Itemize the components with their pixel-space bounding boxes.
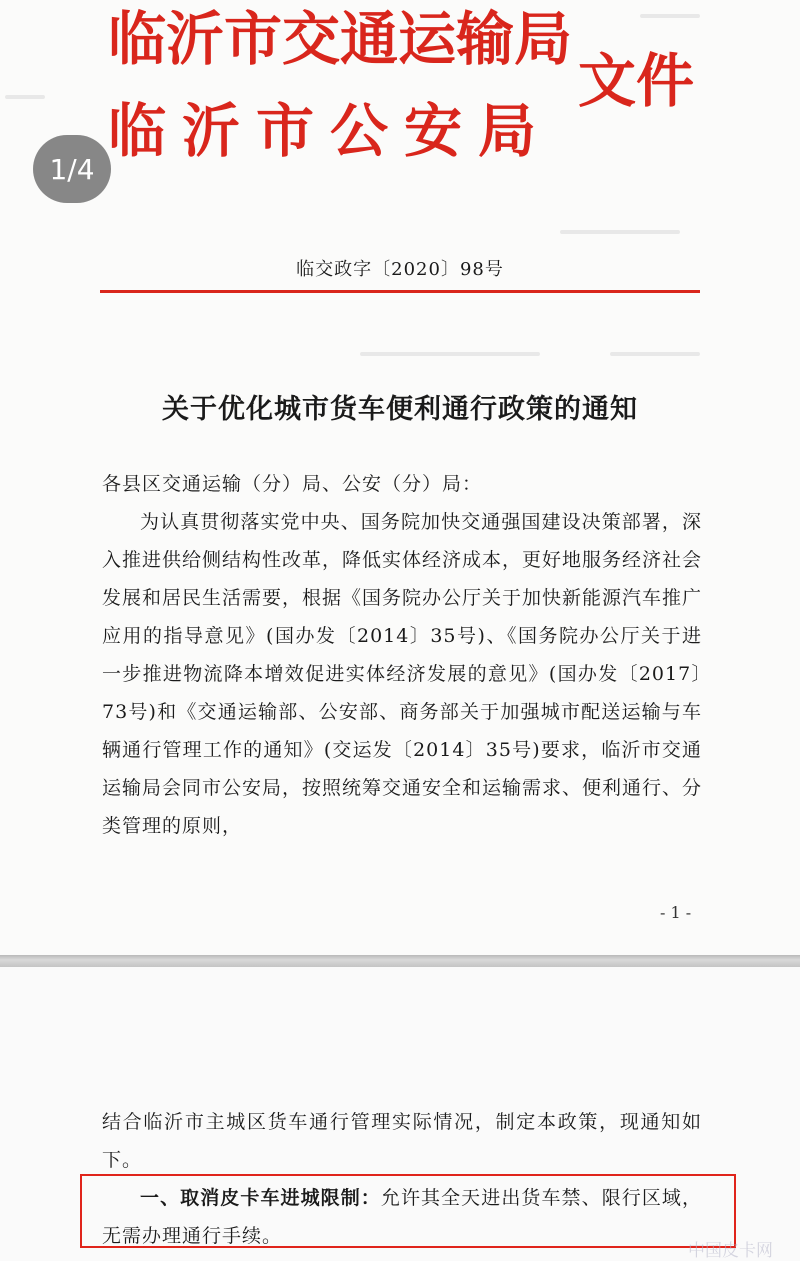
page-number: - 1 - [660, 903, 692, 922]
paragraph-intro: 为认真贯彻落实党中央、国务院加快交通强国建设决策部署，深入推进供给侧结构性改革，降低实体经济成本，更好地服务经济社会发展和居民生活需要，根据《国务院办公厅关于加快新能源汽车推广应用的指导意见》(国办发〔2014〕35号)、《国务院办公厅关于进一步推进物流降本增效促进实体经济发展的意见》(国办发〔2017〕73号)和《交通运输部、公安部、商务部关于加强城市配送运输与车辆通行管理工作的通知》(交运发〔2014〕35号)要求，临沂市交通运输局会同市公安局，按照统筹交通安全和运输需求、便利通行、分类管理的原则， [102, 511, 703, 837]
document-title: 关于优化城市货车便利通行政策的通知 [162, 394, 638, 425]
masthead-line-transport-bureau: 临沂市交通运输局 [108, 5, 573, 73]
item-1-text: 允许其全天进出货车禁、限行区域，无需办理通行手续。 [102, 1187, 702, 1247]
bleed-through-mark [560, 230, 680, 234]
bleed-through-mark [5, 95, 45, 99]
masthead-line-police-bureau: 临沂市公安局 [108, 97, 553, 165]
paragraph-continuation: 结合临沂市主城区货车通行管理实际情况，制定本政策，现通知如下。 [102, 1111, 702, 1171]
document-number: 临交政字〔2020〕98号 [296, 259, 504, 280]
watermark-logo: 中国皮卡网 [688, 1241, 773, 1261]
bleed-through-mark [640, 14, 700, 18]
red-divider-line [100, 290, 700, 293]
highlight-annotation-box [80, 1174, 736, 1248]
bleed-through-mark [360, 352, 540, 356]
salutation: 各县区交通运输（分）局、公安（分）局： [102, 473, 483, 495]
page-indicator-badge[interactable]: 1/4 [33, 135, 111, 203]
masthead-suffix: 文件 [578, 47, 695, 115]
bleed-through-mark [610, 352, 700, 356]
page-separator [0, 955, 800, 967]
item-1-heading: 一、取消皮卡车进城限制： [140, 1187, 381, 1209]
